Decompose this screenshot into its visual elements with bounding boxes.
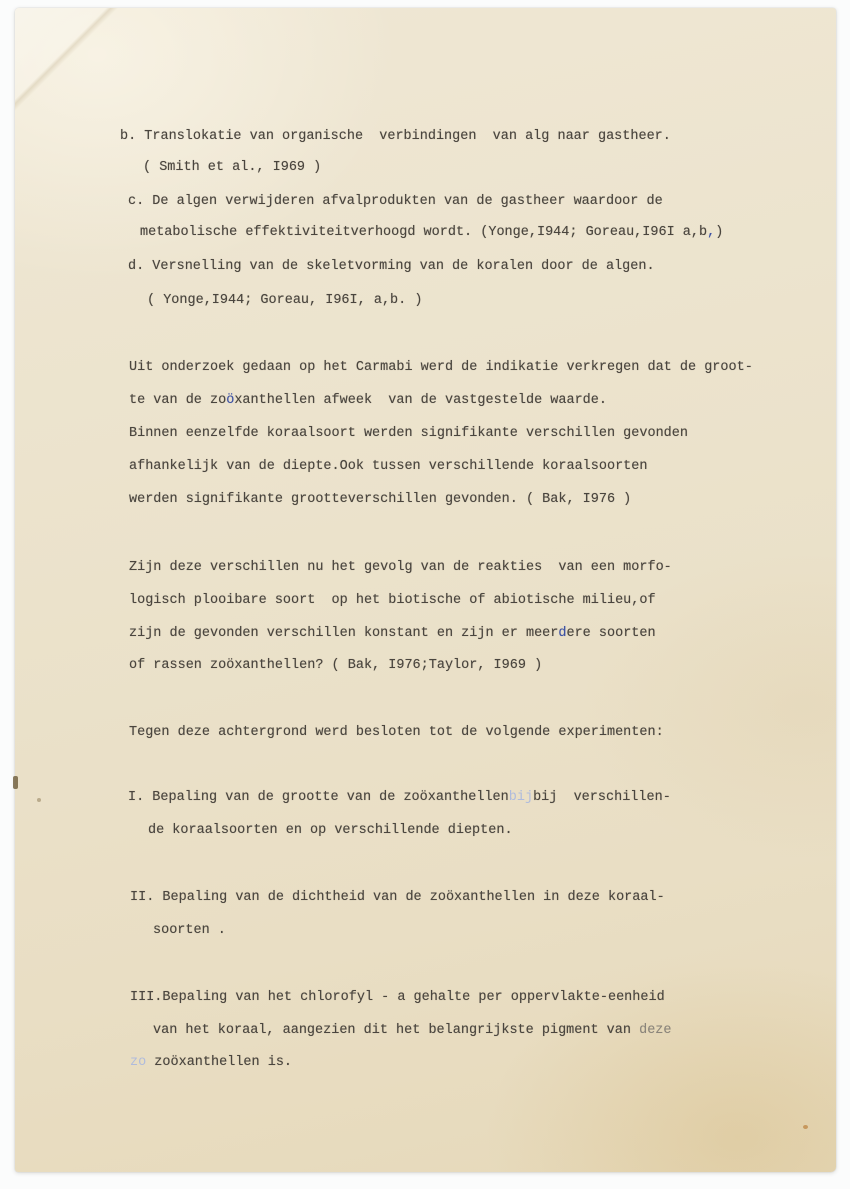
typewritten-segment: ere soorten [566, 626, 656, 641]
blue-ink-correction: d [558, 626, 567, 641]
typewritten-segment: zijn de gevonden verschillen konstant en zijn er meer [129, 626, 559, 641]
typewritten-segment: ( Smith et al., I969 ) [143, 160, 322, 175]
typewritten-segment: Uit onderzoek gedaan op het Carmabi werd de indikatie verkregen dat de groot- [129, 360, 753, 375]
typewritten-line [129, 558, 672, 578]
typewritten-line [130, 988, 665, 1008]
typewritten-line [129, 358, 753, 378]
typewritten-line [129, 391, 607, 411]
blue-ink-correction: , [707, 225, 716, 240]
typewritten-segment: logisch plooibare soort op het biotische of abiotische milieu,of [129, 593, 656, 608]
faint-erased-text: bij [508, 790, 534, 805]
typewritten-line [128, 192, 663, 212]
typewritten-segment: werden signifikante grootteverschillen gevonden. ( Bak, I976 ) [129, 492, 632, 507]
typewritten-line [129, 656, 542, 676]
typewritten-segment: I. Bepaling van de grootte van de zoöxanthellen [128, 790, 509, 805]
typewritten-segment: de koraalsoorten en op verschillende diepten. [148, 823, 513, 838]
typewritten-segment: ) [715, 225, 724, 240]
blue-ink-correction: ö [226, 393, 235, 408]
faint-erased-text: zo [130, 1055, 147, 1070]
typewritten-line [153, 1021, 672, 1041]
typewritten-segment: van het koraal, aangezien dit het belangrijkste pigment van [153, 1023, 640, 1038]
faded-text: deze [639, 1023, 672, 1038]
typewritten-segment: II. Bepaling van de dichtheid van de zoöxanthellen in deze koraal- [130, 890, 665, 905]
typewritten-segment: bij verschillen- [533, 790, 671, 805]
typewritten-line [128, 788, 671, 808]
typewritten-line [129, 490, 631, 510]
typewritten-line [128, 257, 655, 277]
typewritten-line [140, 223, 723, 243]
typewritten-segment: Tegen deze achtergrond werd besloten tot de volgende experimenten: [129, 725, 664, 740]
typewritten-line [129, 424, 688, 444]
typewritten-segment: Binnen eenzelfde koraalsoort werden signifikante verschillen gevonden [129, 426, 688, 441]
typewritten-line [129, 723, 664, 743]
typewritten-line [129, 624, 656, 644]
typewritten-segment: b. Translokatie van organische verbindingen van alg naar gastheer. [120, 129, 671, 144]
typewritten-segment: d. Versnelling van de skeletvorming van de koralen door de algen. [128, 259, 655, 274]
typewritten-text [15, 8, 836, 1172]
typewritten-segment: III.Bepaling van het chlorofyl - a gehalte per oppervlakte-eenheid [130, 990, 665, 1005]
typewritten-segment: xanthellen afweek van de vastgestelde waarde. [234, 393, 607, 408]
typewritten-line [130, 888, 665, 908]
typewritten-line [143, 158, 321, 178]
typewritten-segment: soorten . [153, 923, 226, 938]
typewritten-line [129, 591, 656, 611]
typewritten-segment: of rassen zoöxanthellen? ( Bak, I976;Taylor, I969 ) [129, 658, 543, 673]
typewritten-segment: c. De algen verwijderen afvalprodukten van de gastheer waardoor de [128, 194, 663, 209]
typewritten-line [130, 1053, 292, 1073]
typewritten-segment: zoöxanthellen is. [146, 1055, 293, 1070]
typewritten-segment: metabolische effektiviteitverhoogd wordt. (Yonge,I944; Goreau,I96I a,b [140, 225, 708, 240]
typewritten-line [120, 127, 671, 147]
typewritten-segment: ( Yonge,I944; Goreau, I96I, a,b. ) [147, 293, 423, 308]
typewritten-segment: te van de zo [129, 393, 227, 408]
typewritten-line [153, 921, 226, 941]
typewritten-segment: afhankelijk van de diepte.Ook tussen verschillende koraalsoorten [129, 459, 648, 474]
typewritten-line [148, 821, 513, 841]
typewritten-segment: Zijn deze verschillen nu het gevolg van de reakties van een morfo- [129, 560, 672, 575]
typewritten-line [147, 291, 422, 311]
document-page [15, 8, 836, 1172]
typewritten-line [129, 457, 647, 477]
